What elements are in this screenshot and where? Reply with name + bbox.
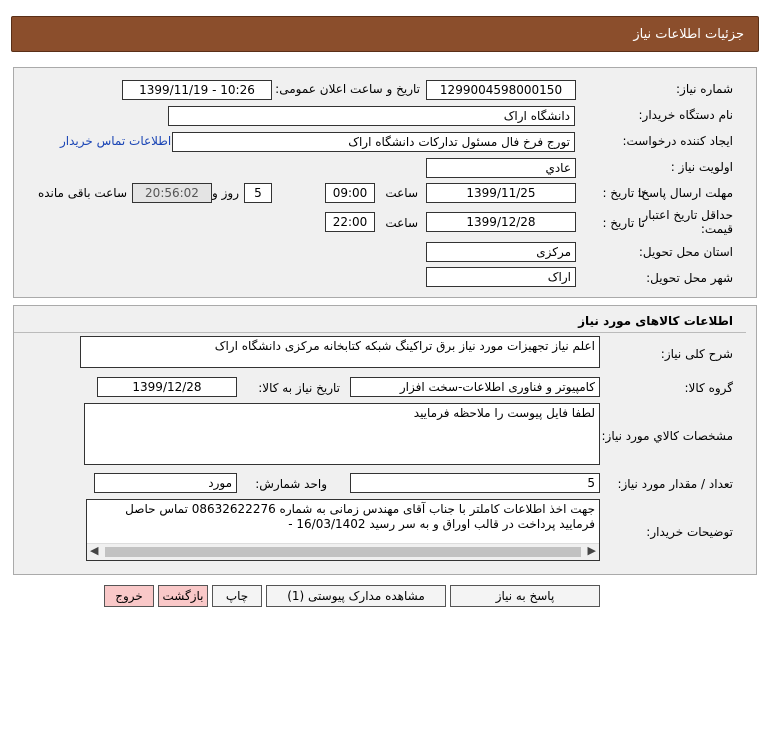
print-button[interactable]: چاپ	[212, 585, 262, 607]
remaining-label: ساعت باقی مانده	[37, 186, 127, 200]
buyer-org-field: دانشگاه اراک	[168, 106, 575, 126]
need-date-field: 1399/12/28	[97, 377, 237, 397]
validity-time-label: ساعت	[385, 216, 418, 230]
buyer-notes-text: جهت اخذ اطلاعات کاملتر با جناب آقای مهندس زمانی به شماره 08632622276 تماس حاصل فرمایید پرداخت در قالب اوراق و به سر رسید 16/03/1402 -	[125, 502, 595, 531]
province-field: مرکزی	[426, 242, 576, 262]
priority-field: عادي	[426, 158, 576, 178]
deadline-time-field: 09:00	[325, 183, 375, 203]
need-info-panel	[13, 67, 757, 298]
deadline-to-date-label: تا تاریخ :	[602, 186, 645, 200]
validity-date-field: 1399/12/28	[426, 212, 576, 232]
priority-label: اولویت نیاز :	[670, 160, 733, 174]
creator-label: ایجاد کننده درخواست:	[622, 134, 733, 148]
province-label: استان محل تحویل:	[638, 245, 733, 259]
view-attachments-button[interactable]: مشاهده مدارک پیوستی (1)	[266, 585, 446, 607]
buyer-contact-link[interactable]: اطلاعات تماس خریدار	[60, 134, 172, 148]
exit-button[interactable]: خروج	[104, 585, 154, 607]
announce-field: 1399/11/19 - 10:26	[122, 80, 272, 100]
page-title: جزئیات اطلاعات نیاز	[633, 27, 744, 42]
qty-field: 5	[350, 473, 600, 493]
city-field: اراک	[426, 267, 576, 287]
deadline-label: مهلت ارسال پاسخ:	[637, 186, 733, 200]
unit-label: واحد شمارش:	[255, 477, 327, 491]
horizontal-scrollbar[interactable]	[87, 543, 599, 560]
goods-group-label: گروه کالا:	[684, 381, 733, 395]
announce-label: تاریخ و ساعت اعلان عمومی:	[275, 82, 420, 96]
validity-to-date-label: تا تاریخ :	[602, 216, 645, 230]
qty-label: تعداد / مقدار مورد نیاز:	[617, 477, 733, 491]
price-validity-label-1: حداقل تاریخ اعتبار	[642, 208, 733, 222]
goods-section-title: اطلاعات کالاهای مورد نیاز	[578, 314, 733, 328]
specs-label: مشخصات کالاي مورد نیاز:	[601, 429, 733, 443]
deadline-date-field: 1399/11/25	[426, 183, 576, 203]
validity-time-field: 22:00	[325, 212, 375, 232]
respond-button[interactable]: پاسخ به نیاز	[450, 585, 600, 607]
creator-field: تورج فرخ فال مسئول تدارکات دانشگاه اراک	[172, 132, 575, 152]
scroll-right-icon[interactable]: ▶	[587, 544, 596, 557]
buyer-notes-label: توضیحات خریدار:	[646, 525, 733, 539]
buyer-notes-box[interactable]	[86, 499, 600, 561]
goods-separator	[14, 332, 746, 333]
days-label: روز و	[212, 186, 239, 200]
page-header	[11, 16, 759, 52]
days-field: 5	[244, 183, 272, 203]
specs-field: لطفا فایل پیوست را ملاحظه فرمایید	[84, 403, 600, 465]
buyer-org-label: نام دستگاه خریدار:	[638, 108, 733, 122]
general-desc-label: شرح کلی نیاز:	[660, 347, 733, 361]
back-button[interactable]: بازگشت	[158, 585, 208, 607]
scroll-left-icon[interactable]: ◀	[90, 544, 99, 557]
unit-field: مورد	[94, 473, 237, 493]
need-number-field: 1299004598000150	[426, 80, 576, 100]
city-label: شهر محل تحویل:	[646, 271, 733, 285]
goods-group-field: کامپیوتر و فناوری اطلاعات-سخت افزار	[350, 377, 600, 397]
deadline-time-label: ساعت	[385, 186, 418, 200]
need-date-label: تاریخ نیاز به کالا:	[258, 381, 340, 395]
need-number-label: شماره نیاز:	[676, 82, 733, 96]
scrollbar-thumb[interactable]	[105, 547, 581, 557]
remaining-time-field: 20:56:02	[132, 183, 212, 203]
price-validity-label-2: قیمت:	[700, 222, 733, 236]
general-desc-field: اعلم نیاز تجهیزات مورد نیاز برق تراکینگ شبکه کتابخانه مرکزی دانشگاه اراک	[80, 336, 600, 368]
